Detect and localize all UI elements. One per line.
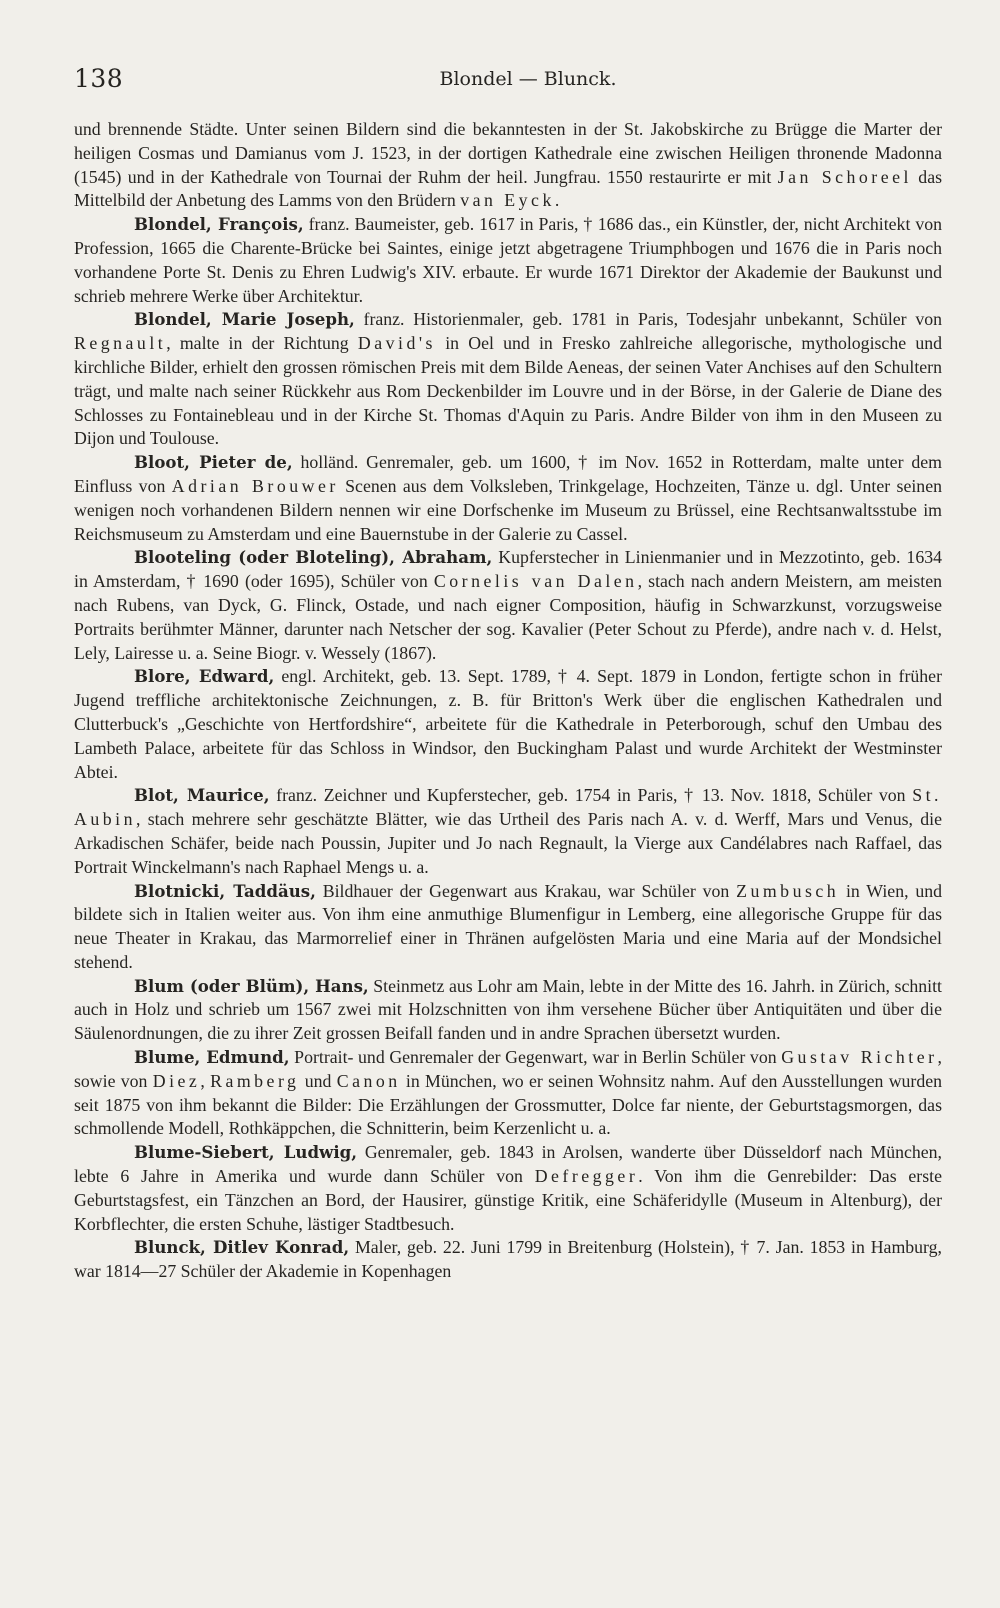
- dictionary-entry: [74, 451, 942, 546]
- entry-headword: Blume, Edmund,: [134, 1047, 290, 1068]
- entry-text: , stach nach andern Meistern, am meisten nach Rubens, van Dyck, G. Flinck, Ostade, und nach eigner Composition, häufig in Schwarzkunst, vorzugsweise Portraits berühmter Männer, darunter nach Netscher der sog. Kavalier (Peter Schout zu Pferde), andre nach v. d. Helst, Lely, Lairesse u. a. Seine Biogr. v. Wessely (1867).: [74, 571, 942, 663]
- entry-text: , malte in der Richtung: [166, 333, 358, 354]
- entry-headword: Blore, Edward,: [134, 666, 275, 687]
- entry-headword: Blotnicki, Taddäus,: [134, 880, 316, 901]
- entry-text: franz. Zeichner und Kupferstecher, geb. 1754 in Paris, † 13. Nov. 1818, Schüler von: [269, 785, 913, 806]
- spaced-name: Ramberg: [210, 1070, 300, 1091]
- entry-text: engl. Architekt, geb. 13. Sept. 1789, † 4. Sept. 1879 in London, fertigte schon in früher Jugend treffliche architektonische Zeichnungen, z. B. für Britton's Werk über die englischen Kathedralen und Clutterbuck's „Geschichte von Hertfordshire“, arbeitete für die Kathedrale in Peterborough, schuf den Umbau des Lambeth Palace, arbeitete für das Schloss in Windsor, den Buckingham Palast und wurde Architekt der Westminster Abtei.: [74, 666, 942, 782]
- running-head: Blondel — Blunck.: [439, 68, 617, 90]
- entry-text: franz. Baumeister, geb. 1617 in Paris, † 1686 das., ein Künstler, der, nicht Architekt von Profession, 1665 die Charente-Brücke bei Saintes, einige jetzt abgetragene Triumphbogen und 1676 die in Paris noch vorhandene Porte St. Denis zu Ehren Ludwig's XIV. erbaute. Er wurde 1671 Direktor der Akademie der Baukunst und schrieb mehrere Werke über Architektur.: [74, 214, 942, 306]
- entry-headword: Blum (oder Blüm), Hans,: [134, 975, 369, 996]
- entry-text: in Oel und in Fresko zahlreiche allegorische, mythologische und kirchliche Bilder, erhielt den grossen römischen Preis mit dem Bilde Aeneas, der seinen Vater Anchises auf den Schultern trägt, und malte nach seiner Rückkehr aus Rom Deckenbilder im Louvre und in der Börse, in der Galerie de Diane des Schlosses zu Fontainebleau und in der Kirche St. Thomas d'Aquin zu Paris. Andre Bilder von ihm in den Museen zu Dijon und Toulouse.: [74, 333, 942, 449]
- entry-text: in Wien, und bildete sich in Italien weiter aus. Von ihm eine anmuthige Blumenfigur in Lemberg, eine allegorische Gruppe für das neue Theater in Krakau, das Marmorrelief einer in Thränen aufgelösten Maria und eine Maria auf der Mondsichel stehend.: [74, 880, 943, 972]
- entry-text: , sowie von: [74, 1047, 942, 1091]
- entry-text: und brennende Städte. Unter seinen Bildern sind die bekanntesten in der St. Jakobskirche zu Brügge die Marter der heiligen Cosmas und Damianus vom J. 1523, in der dortigen Kathedrale eine zwischen Heiligen thronende Madonna (1545) und in der Kathedrale von Tournai der Ruhm der heil. Jungfrau. 1550 restaurirte er mit: [74, 119, 942, 187]
- entry-text: holländ. Genremaler, geb. um 1600, † im Nov. 1652 in Rotterdam, malte unter dem Einfluss von: [74, 452, 943, 496]
- spaced-name: van Eyck: [460, 190, 555, 211]
- entry-headword: Blunck, Ditlev Konrad,: [134, 1237, 350, 1258]
- spaced-name: Regnault: [74, 333, 167, 354]
- entry-text: ,: [200, 1070, 211, 1091]
- dictionary-entry: [74, 1046, 942, 1141]
- page-number: 138: [74, 64, 124, 93]
- spaced-name: Zumbusch: [736, 880, 840, 901]
- entry-text: Scenen aus dem Volksleben, Trinkgelage, Hochzeiten, Tänze u. dgl. Unter seinen wenigen noch vorhandenen Bildern nennen wir eine Dorfschenke im Museum zu Brüssel, eine Rechtsanwaltsstube im Reichsmuseum zu Amsterdam und eine Bauernstube in der Galerie zu Cassel.: [74, 475, 942, 544]
- entry-text: Genremaler, geb. 1843 in Arolsen, wanderte über Düsseldorf nach München, lebte 6 Jahre in Amerika und wurde dann Schüler von: [74, 1142, 942, 1187]
- entry-headword: Blot, Maurice,: [134, 785, 270, 806]
- dictionary-entry: [74, 665, 942, 784]
- entry-text: franz. Historienmaler, geb. 1781 in Paris, Todesjahr unbekannt, Schüler von: [354, 309, 942, 330]
- entry-text: Bildhauer der Gegenwart aus Krakau, war Schüler von: [315, 880, 737, 901]
- entry-headword: Blooteling (oder Bloteling), Abraham,: [134, 547, 493, 568]
- spaced-name: Diez: [152, 1070, 201, 1091]
- spaced-name: Canon: [336, 1070, 401, 1091]
- dictionary-entry: [74, 880, 942, 975]
- entry-headword: Blume-Siebert, Ludwig,: [134, 1142, 358, 1163]
- spaced-name: Defregger: [534, 1166, 639, 1187]
- entry-text: Portrait- und Genremaler der Gegenwart, war in Berlin Schüler von: [289, 1047, 782, 1068]
- page-header: [74, 64, 942, 104]
- spaced-name: Gustav Richter: [781, 1047, 938, 1068]
- entry-headword: Bloot, Pieter de,: [134, 452, 293, 473]
- entry-text: Steinmetz aus Lohr am Main, lebte in der Mitte des 16. Jahrh. in Zürich, schnitt auch in Holz und schrieb um 1567 zwei mit Holzschnitten von ihm versehene Bücher über Antiquitäten und über die Säulenordnungen, die zu ihrer Zeit grossen Beifall fanden und in andre Sprachen übersetzt wurden.: [74, 975, 942, 1044]
- continuation-paragraph: [74, 118, 942, 213]
- entry-text: Maler, geb. 22. Juni 1799 in Breitenburg (Holstein), † 7. Jan. 1853 in Hamburg, war 1814—27 Schüler der Akademie in Kopenhagen: [74, 1237, 942, 1282]
- entry-text: das Mittelbild der Anbetung des Lamms von den Brüdern: [74, 166, 943, 211]
- entry-headword: Blondel, Marie Joseph,: [134, 309, 355, 330]
- dictionary-entry: [74, 975, 942, 1046]
- entry-text: in München, wo er seinen Wohnsitz nahm. Auf den Ausstellungen wurden seit 1875 von ihm bekannt die Bilder: Die Erzählungen der Grossmutter, Dolce far niente, der Geburtstagsmorgen, das schmollende Modell, Rothkäppchen, die Schnitterin, beim Kerzenlicht u. a.: [74, 1070, 943, 1139]
- dictionary-text: [74, 118, 942, 1284]
- spaced-name: Jan Schoreel: [777, 166, 912, 187]
- entry-text: , stach mehrere sehr geschätzte Blätter, wie das Urtheil des Paris nach A. v. d. Werff, Mars und Venus, die Arkadischen Schäfer, beide nach Poussin, Jupiter und Jo nach Regnault, la Vierge aux Candélabres nach Raffael, das Portrait Winckelmann's nach Raphael Mengs u. a.: [74, 809, 942, 877]
- spaced-name: David's: [357, 333, 436, 354]
- entry-headword: Blondel, François,: [134, 214, 304, 235]
- entry-text: . Von ihm die Genrebilder: Das erste Geburtstagsfest, ein Tänzchen an Bord, der Hausirer, günstige Kritik, eine Schäferidylle (Museum in Altenburg), der Korbflechter, die ersten Schuhe, lästiger Stadtbesuch.: [74, 1166, 942, 1234]
- entry-text: .: [554, 190, 560, 211]
- spaced-name: Adrian Brouwer: [171, 475, 339, 496]
- entry-text: Kupferstecher in Linienmanier und in Mezzotinto, geb. 1634 in Amsterdam, † 1690 (oder 1695), Schüler von: [74, 547, 942, 592]
- dictionary-entry: [74, 1141, 942, 1236]
- dictionary-entry: [74, 1236, 942, 1284]
- dictionary-entry: [74, 784, 942, 879]
- spaced-name: Cornelis van Dalen: [433, 571, 638, 592]
- dictionary-entry: [74, 213, 942, 308]
- entry-text: und: [299, 1070, 337, 1091]
- dictionary-entry: [74, 308, 942, 451]
- spaced-name: St. Aubin: [74, 785, 942, 830]
- dictionary-entry: [74, 546, 942, 665]
